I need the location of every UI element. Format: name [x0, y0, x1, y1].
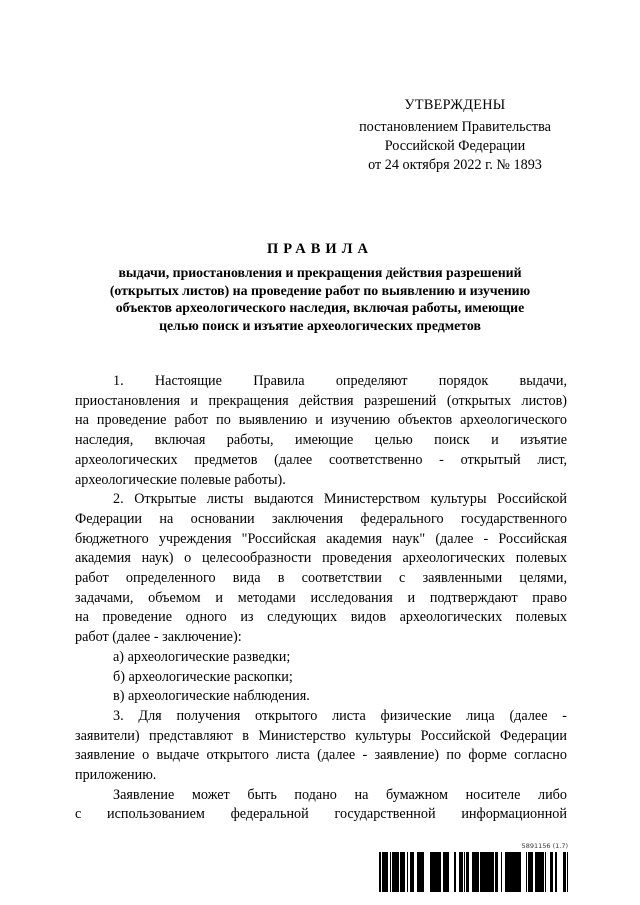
list-item: б) археологические раскопки; [113, 668, 293, 685]
body-line: археологические полевые работы). [75, 471, 286, 488]
body-line: на проведение работ по выявлению и изучению объектов археологического [75, 412, 567, 429]
barcode-icon [378, 852, 568, 892]
body-line: заявители) представляют в Министерство культуры Российской Федерации [75, 727, 567, 744]
body-line: с использованием федеральной государственной информационной [75, 806, 567, 823]
body-line: археологических предметов (далее соответственно - открытый лист, [75, 451, 567, 468]
body-line: приложению. [75, 767, 157, 784]
body-line: заявление о выдаче открытого листа (далее - заявление) по форме согласно [75, 747, 567, 764]
body-line: на проведение одного из следующих видов археологических полевых [75, 609, 567, 626]
body-line: бюджетного учреждения "Российская академия наук" (далее - Российская [75, 530, 567, 547]
body-line: Федерации на основании заключения федерального государственного [75, 510, 567, 527]
approval-line-3: от 24 октября 2022 г. № 1893 [368, 157, 542, 173]
approval-line-1: постановлением Правительства [359, 119, 551, 135]
body-line: 2. Открытые листы выдаются Министерством культуры Российской [113, 491, 567, 508]
body-line: 1. Настоящие Правила определяют порядок выдачи, [113, 373, 567, 389]
approval-heading: УТВЕРЖДЕНЫ [404, 97, 506, 113]
subtitle-line: (открытых листов) на проведение работ по выявлению и изучению [109, 282, 531, 298]
list-item: в) археологические наблюдения. [113, 688, 310, 705]
body-line: наследия, включая работы, имеющие целью поиск и изъятие [75, 432, 567, 449]
approval-line-2: Российской Федерации [384, 138, 526, 154]
body-line: 3. Для получения открытого листа физические лица (далее - [113, 707, 567, 724]
document-subtitle [70, 264, 570, 334]
document-code: 5891156 (1.7) [521, 842, 568, 850]
list-item: а) археологические разведки; [113, 648, 291, 665]
subtitle-line: объектов археологического наследия, включая работы, имеющие [115, 300, 525, 315]
document-footer [378, 842, 568, 892]
document-title: ПРАВИЛА [267, 241, 373, 257]
body-line: Заявление может быть подано на бумажном носителе либо [113, 786, 567, 803]
approval-block [330, 96, 580, 175]
body-line: приостановления и прекращения действия разрешений (открытых листов) [75, 392, 567, 409]
document-body [75, 372, 567, 825]
body-line: работ определенного вида в соответствии с заявленными целями, [75, 570, 567, 587]
subtitle-line: выдачи, приостановления и прекращения действия разрешений [118, 265, 522, 280]
body-line: академия наук) о целесообразности проведения археологических полевых [75, 550, 567, 567]
body-line: задачами, объемом и методами исследования и подтверждают право [75, 589, 567, 606]
subtitle-line: целью поиск и изъятие археологических предметов [159, 317, 481, 333]
body-line: работ (далее - заключение): [75, 629, 242, 646]
